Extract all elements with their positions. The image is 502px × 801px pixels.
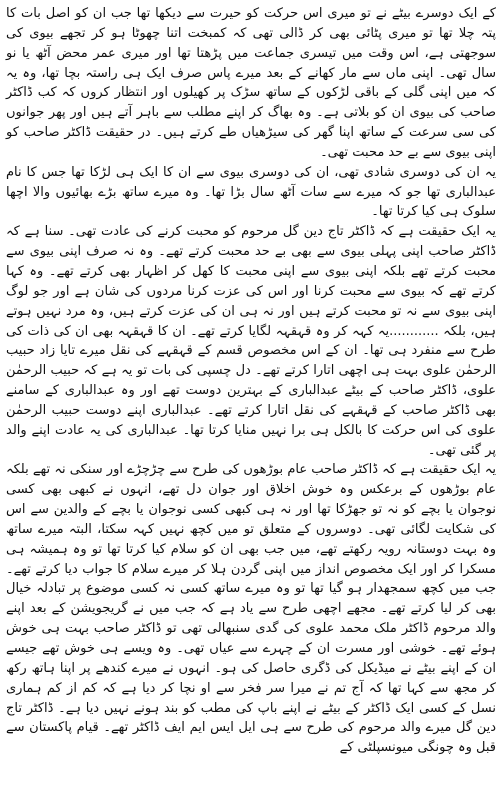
paragraph: یہ ایک حقیقت ہے کہ ڈاکٹر تاج دین گل مرحوم کو محبت کرنے کی عادت تھی۔ سنا ہے کہ ڈاکٹر صاحب اپنی پہلی بیوی سے بھی بے حد محبت کرتے تھے۔ وہ نہ صرف اپنی بیوی سے محبت کرتے تھے بلکہ اپنی بیوی سے اپنی محبت کا کھل کر اظہار بھی کرتے تھے۔ وہ کہا کرتے تھے کہ بیوی سے محبت کرنا اور اس کی عزت کرنا مردوں کی شان ہے اور جو لوگ اپنی بیوی سے نہ تو محبت کرتے ہیں اور نہ ہی ان کی عزت کرتے ہیں، وہ مرد نہیں ہوتے ہیں، بلکہ ............یہ کہہ کر وہ قہقہہ لگایا کرتے تھے۔ ان کا قہقہہ بھی ان کی ذات کی طرح سے منفرد ہی تھا۔ ان کے اس مخصوص قسم کے قہقہے کی نقل میرے تایا زاد حبیب الرحمٰن علوی بہت ہی اچھی اتارا کرتے تھے۔ دل چسپی کی بات تو یہ ہے کہ حبیب الرحمٰن علوی، ڈاکٹر صاحب کے بیٹے عبدالباری کے بہترین دوست تھے اور وہ عبدالباری کے سامنے بھی ڈاکٹر صاحب کے قہقہے کی نقل اتارا کرتے تھے۔ عبدالباری اپنے دوست حبیب الرحمٰن علوی کی اس حرکت کا بالکل ہی برا نہیں منایا کرتا تھا۔ عبدالباری کی یہ عادت اپنے والد پر گئی تھی۔ [6, 224, 496, 458]
paragraph: یہ ایک حقیقت ہے کہ ڈاکٹر صاحب عام بوڑھوں کی طرح سے چڑچڑے اور سنکی نہ تھے بلکہ عام بوڑھوں کے برعکس وہ خوش اخلاق اور جوان دل تھے، انہوں نے کبھی بھی کسی نوجوان یا بچے کو نہ تو جھڑکا تھا اور نہ ہی کبھی کسی نوجوان یا بچے کے والدین سے اس کی شکایت لگائی تھی۔ دوسروں کے متعلق تو میں کچھ نہیں کہہ سکتا، البتہ میرے ساتھ وہ بہت دوستانہ رویہ رکھتے تھے، میں جب بھی ان کو سلام کیا کرتا تھا تو وہ ہمیشہ ہی مسکرا کر اور ایک مخصوص انداز میں اپنی گردن ہلا کر میرے سلام کا جواب دیا کرتے تھے۔ جب میں کچھ سمجھدار ہو گیا تھا تو وہ میرے ساتھ کسی نہ کسی موضوع پر تبادلہ خیال بھی کر لیا کرتے تھے۔ مجھے اچھی طرح سے یاد ہے کہ جب میں نے گریجویشن کے بعد اپنے والد مرحوم ڈاکٹر ملک محمد علوی کی گدی سنبھالی تھی تو ڈاکٹر صاحب بہت ہی خوش ہوئے تھے۔ خوشی اور مسرت ان کے چہرے سے عیاں تھی۔ وہ ویسے ہی خوش تھے جیسے ان کے اپنے بیٹے نے میڈیکل کی ڈگری حاصل کی ہو۔ انہوں نے میرے کندھے پر اپنا ہاتھ رکھ کر مجھ سے کہا تھا کہ آج تم نے میرا سر فخر سے او نچا کر دیا ہے کہ کم از کم ہماری نسل کے کسی ایک ڈاکٹر کے بیٹے نے اپنے باپ کی مطب کو بند ہونے نہیں دیا ہے۔ ڈاکٹر تاج دین گل میرے والد مرحوم کی طرح سے ہی ایل ایس ایم ایف ڈاکٹر تھے۔ قیام پاکستان سے قبل وہ چونگی میونسپلٹی کے [6, 462, 496, 756]
paragraph: کے ایک دوسرے بیٹے نے تو میری اس حرکت کو حیرت سے دیکھا تھا جب ان کو اصل بات کا پتہ چلا تھا تو میری پٹائی بھی کر ڈالی تھی کہ کمبخت اتنا چھوٹا ہو کر تجھے بیوی کی سوجھتی ہے، اس وقت میں تیسری جماعت میں پڑھتا تھا اور میری عمر محض آٹھ یا نو سال تھی۔ اپنی ماں سے مار کھانے کے بعد میرے پاس صرف ایک ہی راستہ بچا تھا، وہ یہ کہ میں اپنی گلی کے باقی لڑکوں کے ساتھ سڑک پر کھیلوں اور انتظار کروں کہ کب ڈاکٹر صاحب کی بیوی ان کو بلاتی ہے۔ وہ بھاگ کر اپنے مطلب سے باہر آتے ہیں اور پھر جوانوں کی سی سرعت کے ساتھ اپنا گھر کی سیڑھیاں طے کرتے ہیں۔ در حقیقت ڈاکٹر صاحب کو اپنی بیوی سے بے حد محبت تھی۔ [6, 6, 496, 160]
paragraph: یہ ان کی دوسری شادی تھی، ان کی دوسری بیوی سے ان کا ایک ہی لڑکا تھا جس کا نام عبدالباری تھا جو کہ میرے سے سات آٹھ سال بڑا تھا۔ وہ میرے ساتھ بڑے بھائیوں والا اچھا سلوک ہی کیا کرتا تھا۔ [6, 164, 496, 220]
